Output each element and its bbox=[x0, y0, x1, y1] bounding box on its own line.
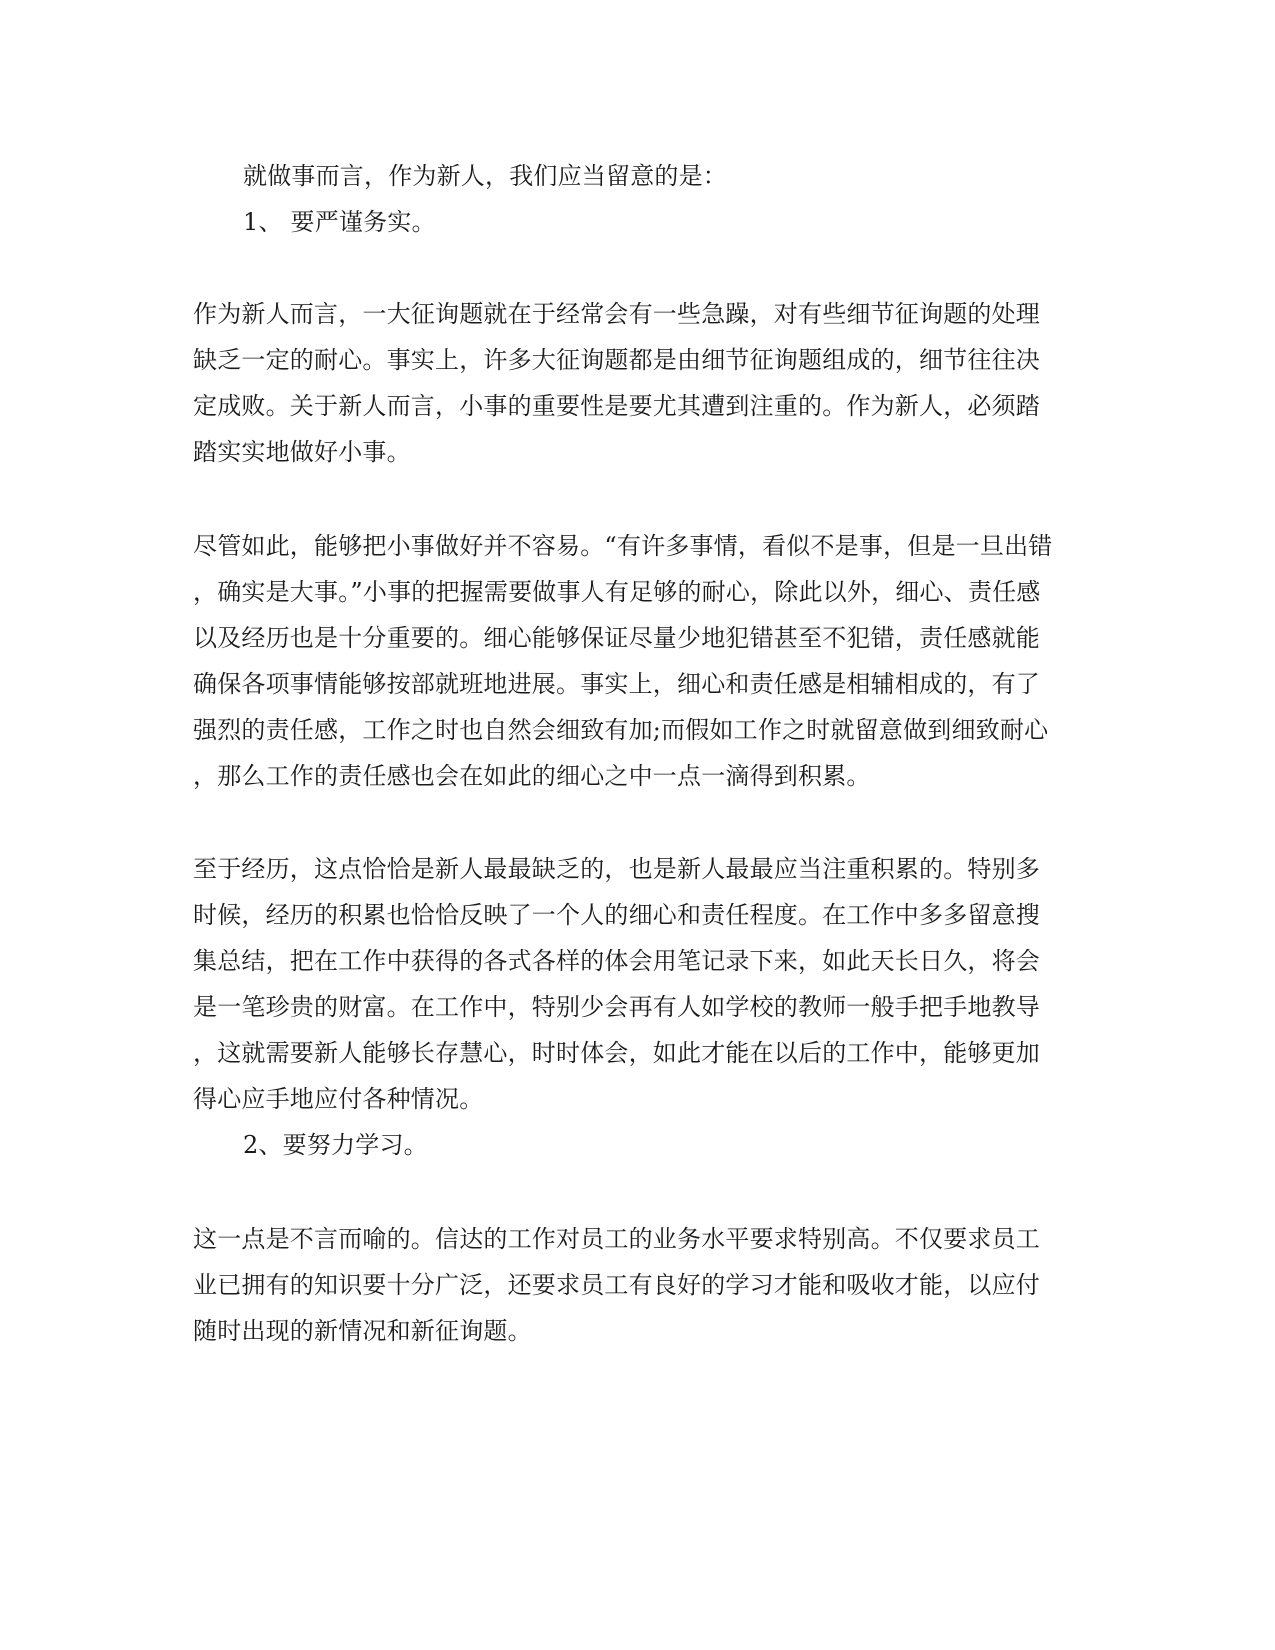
text-line: 强烈的责任感，工作之时也自然会细致有加;而假如工作之时就留意做到细致耐心 bbox=[193, 716, 1049, 744]
text-line: ，这就需要新人能够长存慧心，时时体会，如此才能在以后的工作中，能够更加 bbox=[193, 1039, 1040, 1067]
text-line: 时候，经历的积累也恰恰反映了一个人的细心和责任程度。在工作中多多留意搜 bbox=[193, 901, 1040, 929]
text-line: 至于经历，这点恰恰是新人最最缺乏的，也是新人最最应当注重积累的。特别多 bbox=[193, 855, 1040, 883]
text-line: 尽管如此，能够把小事做好并不容易。“有许多事情，看似不是事，但是一旦出错 bbox=[193, 532, 1053, 560]
text-line: 是一笔珍贵的财富。在工作中，特别少会再有人如学校的教师一般手把手地教导 bbox=[193, 993, 1040, 1021]
text-line: 业已拥有的知识要十分广泛，还要求员工有良好的学习才能和吸收才能，以应付 bbox=[193, 1271, 1040, 1299]
list-item-heading: 2、要努力学习。 bbox=[243, 1131, 428, 1159]
text-line: 定成败。关于新人而言，小事的重要性是要尤其遭到注重的。作为新人，必须踏 bbox=[193, 392, 1040, 420]
text-line: ，那么工作的责任感也会在如此的细心之中一点一滴得到积累。 bbox=[193, 762, 871, 790]
text-line: 以及经历也是十分重要的。细心能够保证尽量少地犯错甚至不犯错，责任感就能 bbox=[193, 624, 1040, 652]
text-line: 缺乏一定的耐心。事实上，许多大征询题都是由细节征询题组成的，细节往往决 bbox=[193, 346, 1040, 374]
text-line: ，确实是大事。”小事的把握需要做事人有足够的耐心，除此以外，细心、责任感 bbox=[193, 578, 1041, 606]
text-line: 确保各项事情能够按部就班地进展。事实上，细心和责任感是相辅相成的，有了 bbox=[193, 670, 1040, 698]
text-line: 踏实实地做好小事。 bbox=[193, 438, 411, 466]
text-line: 集总结，把在工作中获得的各式各样的体会用笔记录下来，如此天长日久，将会 bbox=[193, 947, 1040, 975]
text-line: 这一点是不言而喻的。信达的工作对员工的业务水平要求特别高。不仅要求员工 bbox=[193, 1225, 1040, 1253]
text-line: 得心应手地应付各种情况。 bbox=[193, 1085, 484, 1113]
text-line: 作为新人而言，一大征询题就在于经常会有一些急躁，对有些细节征询题的处理 bbox=[193, 300, 1040, 328]
text-line: 随时出现的新情况和新征询题。 bbox=[193, 1317, 532, 1345]
text-line: 就做事而言，作为新人，我们应当留意的是： bbox=[243, 162, 727, 190]
list-item-heading: 1、 要严谨务实。 bbox=[243, 208, 436, 236]
